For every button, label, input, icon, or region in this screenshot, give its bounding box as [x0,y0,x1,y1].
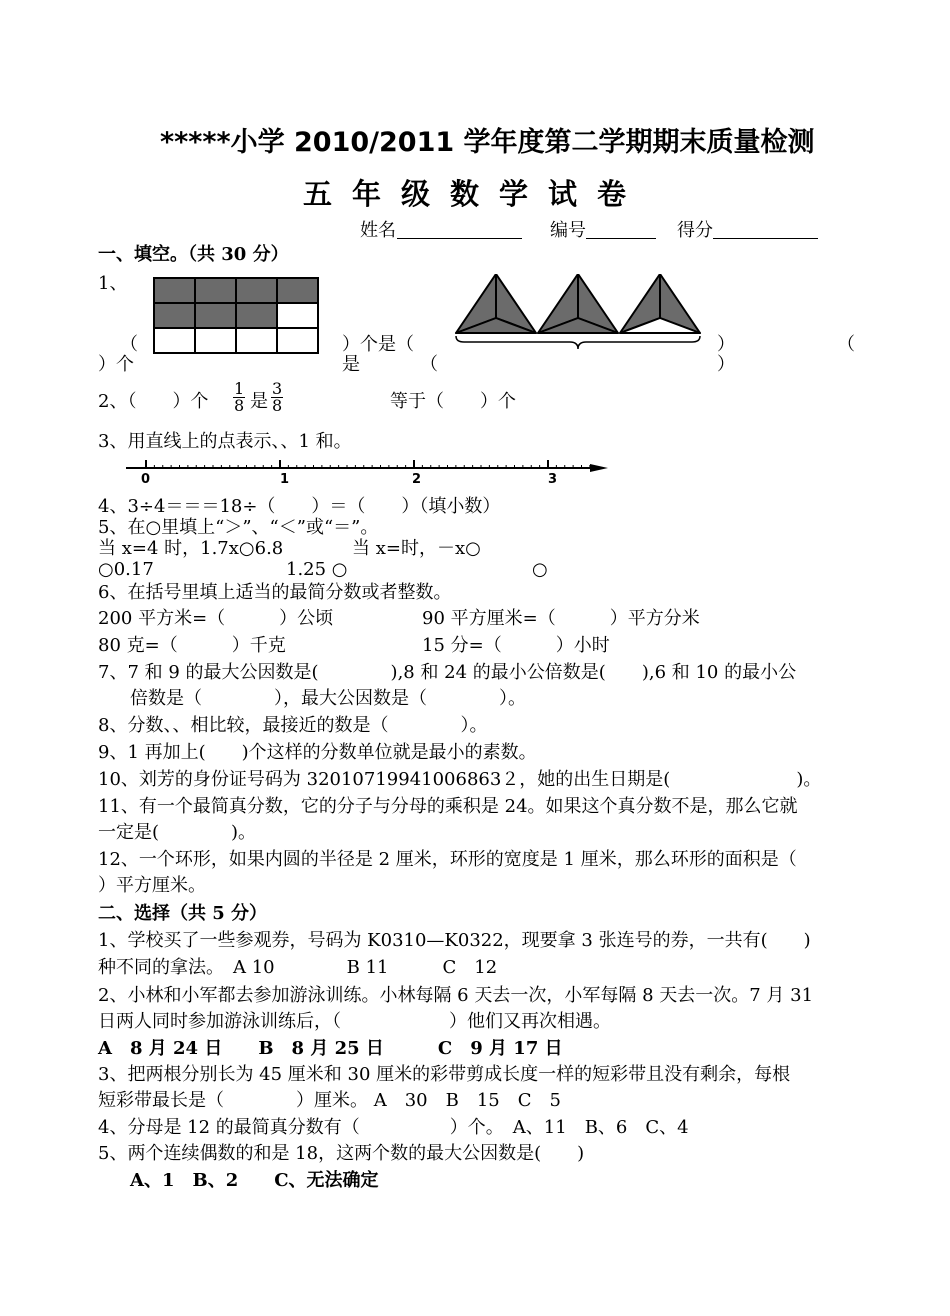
tick-label-1: 1 [280,472,290,487]
q7-line1: 7、7 和 9 的最大公因数是( ),8 和 24 的最小公倍数是( ),6 和 10 的最小公 [98,662,797,683]
q1-number: 1、 [98,273,128,294]
section1-heading: 一、填空。（共 30 分） [98,244,289,265]
q6-line2-b: 15 分=（ ）小时 [422,635,610,656]
choice2-line2: 日两人同时参加游泳训练后，（ ）他们又再次相遇。 [98,1011,611,1032]
q2-fraction-1-num: 1 [234,379,245,398]
q11-line2: 一定是( )。 [98,822,257,843]
q1-line2-a: ）个 [98,354,134,375]
q6-line1-a: 200 平方米=（ ）公顷 [98,608,334,629]
q1-line2-c: （ [420,354,438,375]
q2-part-b: 是 [250,391,268,412]
tick-label-2: 2 [412,472,422,487]
q7-line2: 倍数是（ ），最大公因数是（ ）。 [130,688,526,709]
choice4-text: 4、分母是 12 的最简真分数有（ ）个。 A、11 B、6 C、4 [98,1117,689,1138]
choice2-line3: A 8 月 24 日 B 8 月 25 日 C 9 月 17 日 [98,1038,563,1059]
choice3-line2: 短彩带最长是（ ）厘米。 A 30 B 15 C 5 [98,1090,561,1111]
q5-text: 5、在○里填上“＞”、“＜”或“＝”。 [98,517,379,538]
q6-line1-b: 90 平方厘米=（ ）平方分米 [422,608,700,629]
choice2-line1: 2、小林和小军都去参加游泳训练。小林每隔 6 天去一次，小军每隔 8 天去一次。7 月 31 [98,985,814,1006]
q1-line2-d: ） [717,354,735,375]
choice5-line2: A、1 B、2 C、无法确定 [130,1170,379,1191]
tick-label-3: 3 [548,472,558,487]
q12-line2: ）平方厘米。 [98,875,206,896]
q5-line1-b: 当 x=时，－x○ [352,538,481,559]
exam-title: *****小学 2010/2011 学年度第二学期期末质量检测 [160,127,815,158]
q2-fraction-1-den: 8 [234,396,245,415]
q2-fraction-2 [271,381,283,414]
choice3-line1: 3、把两根分别长为 45 厘米和 30 厘米的彩带剪成长度一样的短彩带且没有剩余，每根 [98,1064,791,1085]
fraction-grid [154,278,318,353]
q5-line1-a: 当 x=4 时，1.7x○6.8 [98,538,284,559]
q2-fraction-2-num: 3 [272,379,283,398]
section2-heading: 二、选择（共 5 分） [98,903,268,924]
q2-part-c: 等于（ ）个 [390,391,516,412]
q12-line1: 12、一个环形，如果内圆的半径是 2 厘米，环形的宽度是 1 厘米，那么环形的面积是（ [98,849,797,870]
brace [456,336,700,349]
q4-text: 4、3÷4＝＝＝18÷（ ）＝（ ）（填小数） [98,496,501,517]
q9-text: 9、1 再加上( )个这样的分数单位就是最小的素数。 [98,742,537,763]
q8-text: 8、分数、、相比较，最接近的数是（ ）。 [98,715,488,736]
q11-line1: 11、有一个最简真分数，它的分子与分母的乘积是 24。如果这个真分数不是，那么它就 [98,796,798,817]
q2-fraction-1 [233,381,245,414]
q2-part-a: 2、（ ）个 [98,391,209,412]
number-line [120,456,615,488]
q5-line2-c: ○ [532,559,548,580]
q5-line2-b: 1.25 ○ [286,559,348,580]
score-field[interactable] [713,238,818,239]
q2-fraction-2-den: 8 [272,396,283,415]
q5-line2-a: ○0.17 [98,559,154,580]
q1-figure [150,274,710,356]
q3-text: 3、用直线上的点表示、、1 和。 [98,431,352,452]
number-field[interactable] [586,238,656,239]
score-label: 得分 [677,220,713,241]
q6-text: 6、在括号里填上适当的最简分数或者整数。 [98,582,452,603]
q1-line1-d: （ [837,334,855,355]
triangles [456,274,700,333]
choice5-line1: 5、两个连续偶数的和是 18，这两个数的最大公因数是( ) [98,1143,585,1164]
number-line-ticks [146,460,590,468]
exam-subtitle: 五年级数学试卷 [303,177,647,211]
q1-line1-c: ） [717,334,735,355]
name-field[interactable] [397,238,522,239]
choice1-line1: 1、学校买了一些参观券，号码为 K0310—K0322，现要拿 3 张连号的券，一共有( ) [98,930,811,951]
q6-line2-a: 80 克=（ ）千克 [98,635,286,656]
tick-label-0: 0 [141,472,151,487]
q1-line2-b: 是 [342,354,360,375]
q10-text: 10、刘芳的身份证号码为 32010719941006863２，她的出生日期是( )。 [98,769,822,790]
q1-line1-a: （ [120,334,138,355]
q1-line1-b: ）个是（ [342,334,414,355]
name-label: 姓名 [360,220,396,241]
number-label: 编号 [550,220,586,241]
choice1-line2: 种不同的拿法。 A 10 B 11 C 12 [98,957,498,978]
